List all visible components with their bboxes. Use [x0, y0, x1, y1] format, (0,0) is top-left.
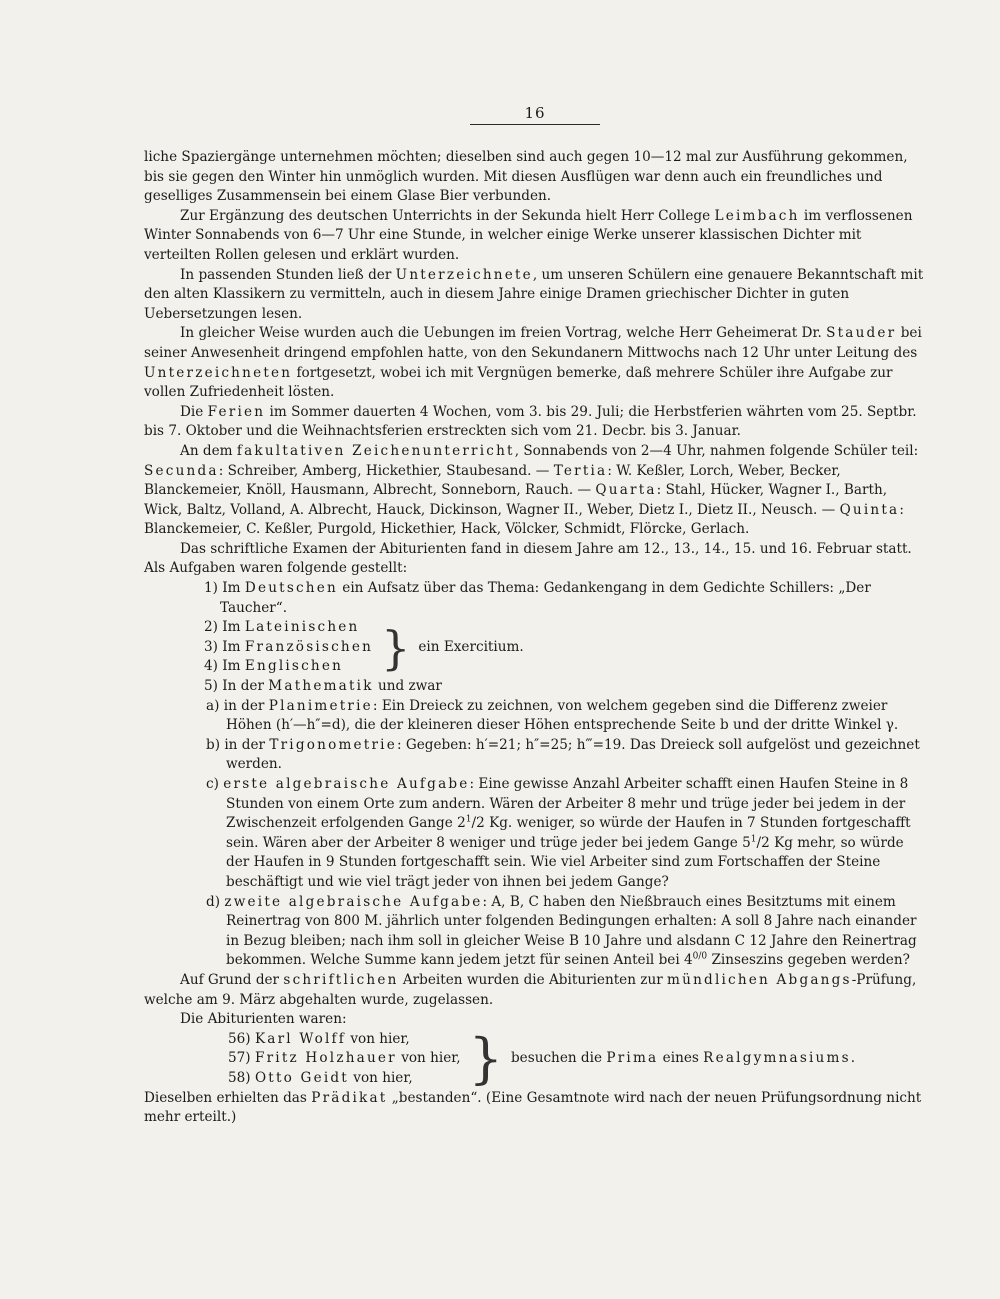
text-run: von hier, — [348, 1069, 413, 1086]
graduate-name: Karl Wolff — [254, 1030, 347, 1047]
fraction-denominator: /2 — [471, 815, 485, 832]
percent-sign: 0/0 — [692, 951, 708, 962]
text-run: Dieselben erhielten das — [144, 1089, 312, 1106]
emphasis: Prima — [606, 1050, 659, 1067]
graduate-number: 56) — [228, 1030, 255, 1047]
text-run: und zwar — [373, 678, 442, 695]
text-run: : Eine gewisse Anzahl Arbeiter schafft einen Haufen Steine in 8 Stunden von einem Orte zum andern. Wären der Arbeiter 8 mehr und trüge jeder bei jedem in der Zwischenzeit erfolgenden Gange 2 — [226, 776, 909, 832]
language-task-note: ein Exercitium. — [418, 638, 524, 655]
graduate-name: Otto Geidt — [254, 1069, 349, 1086]
emphasis: fakultativen Zeichenunterricht — [236, 442, 515, 459]
graduates-note — [511, 1049, 855, 1069]
paragraph-result — [144, 1089, 924, 1128]
paragraph-text: Die Abiturienten waren: — [180, 1011, 347, 1028]
language-list — [204, 618, 373, 677]
graduates-list — [228, 1030, 461, 1089]
text-run: , Sonnabends von 2—4 Uhr, nahmen folgende Schüler teil: — [514, 442, 919, 459]
graduate-number: 57) — [228, 1050, 255, 1067]
class-name: Quarta — [595, 482, 657, 499]
text-run: 5) In der — [204, 678, 269, 695]
paragraph-recitation — [144, 324, 924, 402]
paragraph-drawing-class — [144, 442, 924, 540]
math-task-a — [144, 697, 924, 736]
text-run: im verflossenen Winter Sonnabends von 6—7 Uhr eine Stunde, in welcher einige Werke unserer klassischen Dichter mit verteilten Rollen gelesen und erklärt wurden. — [144, 207, 913, 263]
subject-name: Französischen — [244, 638, 374, 655]
paragraph-text: Das schriftliche Examen der Abiturienten fand in diesem Jahre am 12., 13., 14., 15. und 16. Februar statt. Als Aufgaben waren folgende gestellt: — [144, 540, 912, 577]
text-run: 3) Im — [204, 638, 245, 655]
graduate-entry — [228, 1069, 461, 1089]
class-name: Secunda — [144, 462, 219, 479]
text-run: Kg. weniger, so würde der Haufen in 7 Stunden fortgeschafft sein. Wären aber der Arbeiter 8 weniger und trüge jeder bei jedem Gange 5 — [226, 815, 911, 851]
emphasis: schriftlichen — [283, 971, 399, 988]
text-run: Arbeiten wurden die Abiturienten zur — [398, 971, 668, 988]
text-run: b) in der — [206, 736, 270, 753]
topic-name: zweite algebraische Aufgabe — [224, 893, 483, 910]
body-text — [144, 148, 924, 1128]
task-latin — [204, 618, 373, 638]
teacher-name: Leimbach — [714, 207, 800, 224]
subject-name: Mathematik — [268, 678, 374, 695]
graduate-number: 58) — [228, 1069, 255, 1086]
text-run: : Stahl, Hücker, Wagner I., Barth, Wick, Baltz, Volland, A. Albrecht, Hauck, Dickinson, Wagner II., Weber, Dietz I., Dietz II., Neusch. — — [144, 482, 888, 518]
subject-name: Englischen — [244, 658, 344, 675]
text-run: im Sommer dauerten 4 Wochen, vom 3. bis 29. Juli; die Herbstferien währten vom 25. Septbr. bis 7. Oktober und die Weihnachtsferien erstreckten sich vom 21. Decbr. bis 3. Januar. — [144, 403, 917, 440]
text-run: fortgesetzt, wobei ich mit Vergnügen bemerke, daß mehrere Schüler ihre Aufgabe zur vollen Zufriedenheit lösten. — [144, 364, 893, 401]
subject-name: Lateinischen — [244, 619, 360, 636]
text-run: ein Aufsatz über das Thema: Gedankengang in dem Gedichte Schillers: „Der Taucher“. — [220, 580, 871, 616]
text-run: In gleicher Weise wurden auch die Uebungen im freien Vortrag, welche Herr Geheimerat Dr. — [180, 325, 827, 342]
text-run: c) — [206, 776, 224, 792]
text-run: In passenden Stunden ließ der — [180, 266, 396, 283]
text-run: Kg mehr, so würde der Haufen in 9 Stunden fortgeschafft sein. Wie viel Arbeiter sind zum Fortschaffen der Steine beschäftigt und wie viel trägt jeder von ihnen bei jedem Gange? — [226, 834, 904, 890]
fraction-numerator: 1 — [750, 834, 757, 845]
graduate-entry — [228, 1049, 461, 1069]
page-number-block — [470, 104, 600, 125]
graduate-entry — [228, 1030, 461, 1050]
graduate-name: Fritz Holzhauer — [254, 1050, 397, 1067]
text-run: Die — [180, 403, 208, 420]
emphasis: Prädikat — [311, 1089, 388, 1106]
text-run: besuchen die — [510, 1050, 607, 1067]
subject-name: Deutschen — [244, 580, 338, 597]
text-run: , um unseren Schülern eine genauere Bekanntschaft mit den alten Klassikern zu vermitteln, auch in diesem Jahre einige Dramen griechischer Dichter in guten Uebersetzungen lesen. — [144, 266, 924, 322]
math-task-d — [144, 893, 924, 971]
text-run: von hier, — [396, 1050, 461, 1067]
paragraph-classics — [144, 266, 924, 325]
emphasis: Unterzeichnete — [395, 266, 533, 283]
text-run: : Gegeben: h′=21; h″=25; h‴=19. Das Dreieck soll aufgelöst und gezeichnet werden. — [226, 736, 920, 773]
text-run: 4) Im — [204, 658, 245, 675]
page-number-rule — [470, 124, 600, 125]
paragraph-walks — [144, 148, 924, 207]
text-run: : Blanckemeier, C. Keßler, Purgold, Hickethier, Hack, Völcker, Schmidt, Flörcke, Gerlach. — [144, 501, 904, 538]
paragraph-text: liche Spaziergänge unternehmen möchten; dieselben sind auch gegen 10—12 mal zur Ausführung gekommen, bis sie gegen den Winter hin unmöglich wurden. Mit diesen Ausflügen war denn auch ein freundliches und geselliges Zusammensein bei einem Glase Bier verbunden. — [144, 149, 908, 205]
text-run: Zur Ergänzung des deutschen Unterrichts in der Sekunda hielt Herr College — [180, 207, 715, 224]
brace-symbol: } — [381, 620, 411, 675]
official-name: Stauder — [826, 325, 897, 342]
text-run: An dem — [180, 442, 237, 459]
task-french — [204, 638, 373, 658]
text-run: -Prüfung, welche am 9. März abgehalten wurde, zugelassen. — [144, 971, 917, 1008]
emphasis: Realgymnasiums — [703, 1050, 851, 1067]
text-run: 2) Im — [204, 619, 245, 636]
class-name: Quinta — [839, 501, 900, 518]
text-run: Auf Grund der — [180, 971, 284, 988]
class-name: Tertia — [553, 462, 608, 479]
math-task-b — [144, 736, 924, 775]
text-run: : A, B, C haben den Nießbrauch eines Besitztums mit einem Reinertrag von 800 M. jährlich unter folgenden Bedingungen erhalten: A soll 8 Jahre nach einander in Bezug bleiben; nach ihm soll in gleicher Weise B 10 Jahre und alsdann C 12 Jahre den Reinertrag bekommen. Welche Summe kann jedem jetzt für seinen Anteil bei 4 — [226, 893, 917, 969]
text-run: a) in der — [206, 697, 269, 714]
brace-symbol: } — [468, 1027, 503, 1091]
text-run: bei seiner Anwesenheit dringend empfohlen hatte, von den Sekundanern Mittwochs nach 12 Uhr unter Leitung des — [144, 325, 922, 361]
text-run: 1) Im — [204, 580, 245, 597]
text-run: eines — [658, 1050, 704, 1067]
text-run: : Ein Dreieck zu zeichnen, von welchem gegeben sind die Differenz zweier Höhen (h′—h″=d), die der kleineren dieser Höhen entsprechende Seite b und der dritte Winkel γ. — [226, 697, 899, 734]
text-run: . — [850, 1050, 856, 1067]
task-german — [144, 579, 924, 618]
paragraph-graduates-intro — [144, 1010, 924, 1030]
emphasis: Ferien — [207, 403, 266, 420]
graduates-group — [144, 1027, 924, 1091]
text-run: : W. Keßler, Lorch, Weber, Becker, Blanckemeier, Knöll, Hausmann, Albrecht, Sonneborn, Rauch. — — [144, 462, 841, 499]
task-language-group — [144, 618, 924, 677]
math-task-c — [144, 775, 924, 893]
fraction-numerator: 1 — [465, 814, 472, 825]
text-run: d) — [206, 893, 225, 910]
fraction-denominator: /2 — [756, 834, 770, 851]
topic-name: erste algebraische Aufgabe — [223, 776, 470, 792]
emphasis: Unterzeichneten — [144, 364, 293, 381]
paragraph-oral-exam — [144, 971, 924, 1010]
task-english — [204, 657, 373, 677]
topic-name: Planimetrie — [268, 697, 373, 714]
page-number: 16 — [524, 104, 546, 122]
text-run: „bestanden“. (Eine Gesamtnote wird nach der neuen Prüfungsordnung nicht mehr erteilt.) — [144, 1089, 922, 1126]
paragraph-written-exam — [144, 540, 924, 579]
text-run: Zinseszins gegeben werden? — [707, 952, 910, 969]
text-run: : Schreiber, Amberg, Hickethier, Staubesand. — — [218, 462, 554, 479]
task-math — [144, 677, 924, 697]
topic-name: Trigonometrie — [269, 736, 397, 753]
text-run: von hier, — [346, 1030, 410, 1047]
emphasis: mündlichen Abgangs — [667, 971, 852, 988]
paragraph-holidays — [144, 403, 924, 442]
paragraph-german-lessons — [144, 207, 924, 266]
